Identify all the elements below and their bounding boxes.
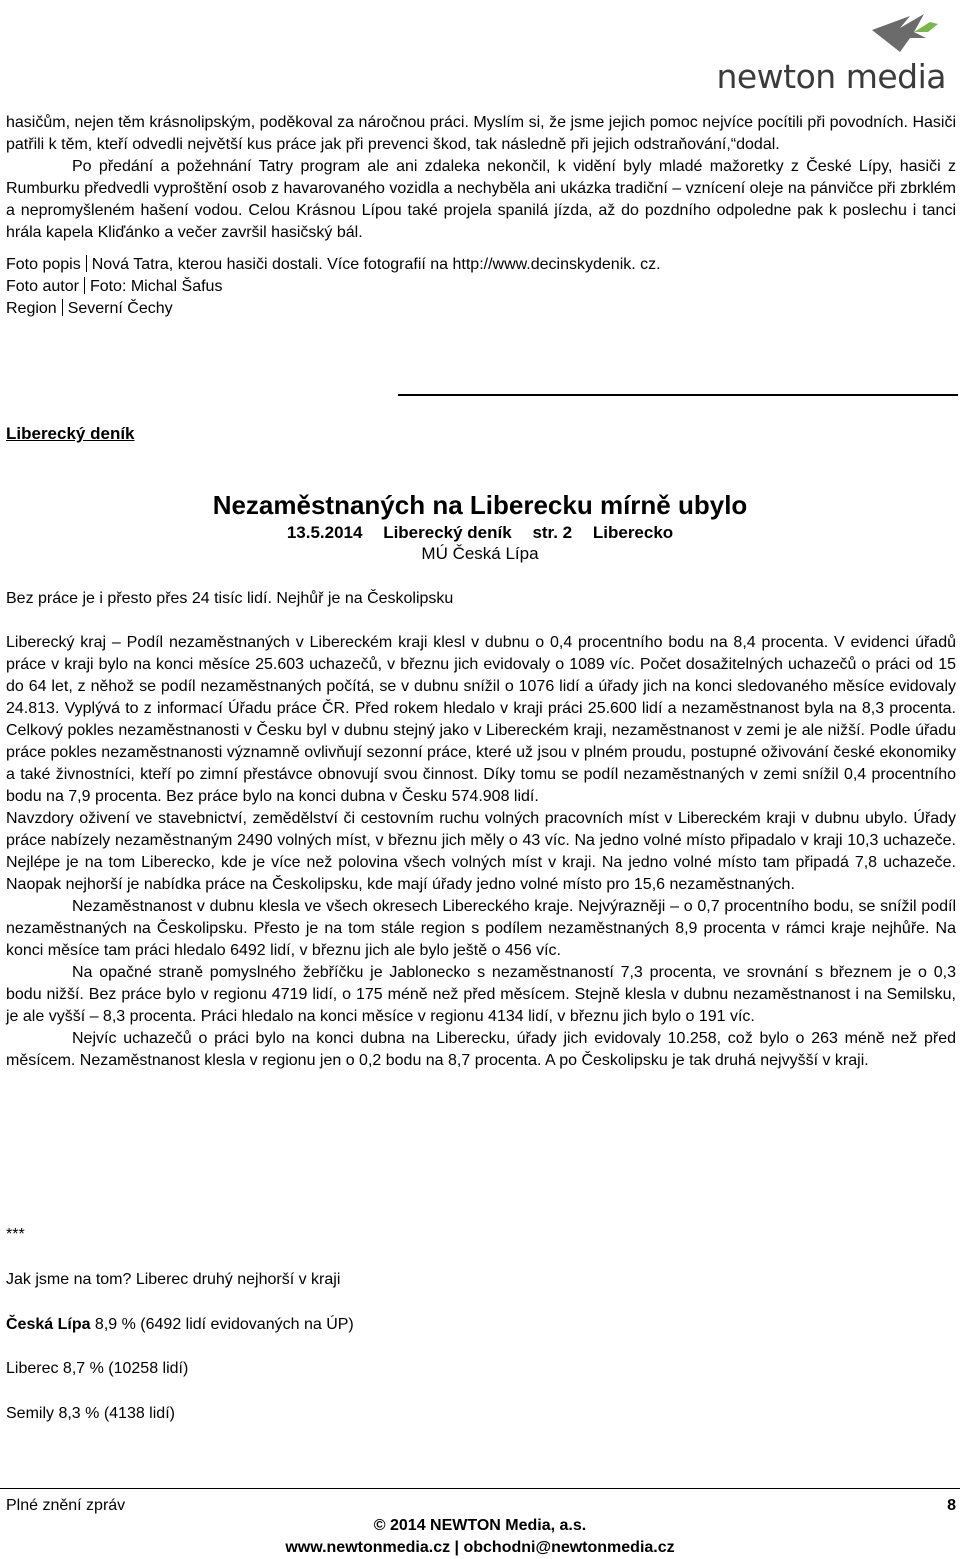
article-subheading: Jak jsme na tom? Liberec druhý nejhorší v kraji: [6, 1271, 341, 1288]
article-paragraph: Liberecký kraj – Podíl nezaměstnaných v Libereckém kraji klesl v dubnu o 0,4 procentního bodu na 8,4 procenta. V evidenci úřadů práce v kraji bylo na konci měsíce 25.603 uchazečů, v březnu jich evidovaly o 1089 víc. Počet dosažitelných uchazečů o práci od 15 do 64 let, z něhož se podíl nezaměstnaných počítá, se v dubnu snížil o 1076 lidí a úřady jich na konci sledovaného měsíce evidovaly 24.813. Vyplývá to z informací Úřadu práce ČR. Před rokem hledalo v kraji práci 25.600 lidí a nezaměstnanost byla na 8,3 procenta. Celkový pokles nezaměstnanosti v Česku byl v dubnu stejný jako v Libereckém kraji, nezaměstnanost v zemi je ale nižší. Podle úřadu práce pokles nezaměstnanosti významně ovlivňují sezonní práce, které už jsou v plném proudu, postupné oživování české ekonomiky a také živnostníci, kteří po zimní přestávce obnovují svou činnost. Díky tomu se podíl nezaměstnaných v zemi snížil 0,4 procentního bodu na 7,9 procenta. Bez práce bylo na konci dubna v Česku 574.908 lidí.: [6, 634, 956, 805]
article-date: 13.5.2014: [286, 523, 363, 542]
page-number: 8: [947, 1497, 956, 1514]
intro-section: [6, 112, 956, 320]
article-meta: [0, 523, 960, 543]
footer-label: Plné znění zpráv: [6, 1497, 126, 1514]
article-paragraph: Nezaměstnanost v dubnu klesla ve všech okresech Libereckého kraje. Nejvýrazněji – o 0,7 procentního bodu, se snížil podíl nezaměstnaných na Českolipsku. Přesto je na tom stále region s podílem nezaměstnaných 8,9 procenta v rámci kraje nejhůře. Na konci měsíce tam práci hledalo 6492 lidí, v březnu jich ale bylo ještě o 456 víc.: [6, 898, 956, 959]
photo-caption-label: Foto popis: [6, 256, 81, 273]
article-publication: Liberecký deník: [383, 523, 512, 542]
hummingbird-icon: [870, 8, 940, 60]
article-source: Liberecký deník: [6, 424, 135, 443]
footer-contact: [0, 1515, 960, 1559]
stat-name: Česká Lípa: [6, 1316, 91, 1333]
separator-stars: ***: [6, 1226, 25, 1243]
article-paragraph: Navzdory oživení ve stavebnictví, zemědělství či cestovním ruchu volných pracovních míst v Libereckém kraji v dubnu ubylo. Úřady práce nabízely nezaměstnaným 2490 volných míst, v březnu jich měly o 43 víc. Na jedno volné místo připadalo v kraji 10,3 uchazeče. Nejlépe je na tom Liberecko, kde je více než polovina všech volných míst v kraji. Na jedno volné místo tam připadá 7,8 uchazeče. Naopak nejhorší je nabídka práce na Českolipsku, kde mají úřady jedno volné místo pro 15,6 nezaměstnaných.: [6, 810, 956, 893]
logo-text: newton media: [716, 57, 946, 96]
stat-line: Liberec 8,7 % (10258 lidí): [6, 1360, 189, 1377]
photo-author-label: Foto autor: [6, 278, 79, 295]
article-page: str. 2: [532, 523, 573, 542]
separator: [84, 277, 85, 294]
photo-author-line: [6, 276, 956, 298]
separator: [62, 299, 63, 316]
separator: [86, 255, 87, 272]
article-title: Nezaměstnaných na Liberecku mírně ubylo: [212, 490, 748, 520]
newton-media-logo: [716, 8, 946, 98]
stat-text: 8,9 % (6492 lidí evidovaných na ÚP): [90, 1316, 354, 1333]
region-line: [6, 298, 956, 320]
stat-line: [6, 1316, 354, 1334]
article-body: [6, 632, 956, 1072]
article-lead: Bez práce je i přesto přes 24 tisíc lidí. Nejhůř je na Českolipsku: [6, 590, 454, 607]
footer-links: www.newtonmedia.cz | obchodni@newtonmedia.cz: [285, 1539, 675, 1556]
photo-caption: Nová Tatra, kterou hasiči dostali. Více fotografií na http://www.decinskydenik. cz.: [91, 256, 661, 273]
photo-author: Foto: Michal Šafus: [89, 278, 223, 295]
intro-paragraph: Po předání a požehnání Tatry program ale ani zdaleka nekončil, k vidění byly mladé mažoretky z České Lípy, hasiči z Rumburku předvedli vyproštění osob z havarovaného vozidla a nechyběla ani ukázka tradiční – vznícení oleje na pánvičce při zbrklém a nepromyšleném hašení vodou. Celou Krásnou Lípou také projela spanilá jízda, až do pozdního odpoledne pak k poslechu i tanci hrála kapela Kliďánko a večer završil hasičský bál.: [6, 158, 956, 241]
stat-line: Semily 8,3 % (4138 lidí): [6, 1405, 175, 1422]
article-paragraph: Na opačné straně pomyslného žebříčku je Jablonecko s nezaměstnaností 7,3 procenta, ve srovnání s březnem je o 0,3 bodu nižší. Bez práce bylo v regionu 4719 lidí, o 175 méně než před měsícem. Stejně klesla v dubnu nezaměstnanost i na Semilsku, je ale vyšší – 8,3 procenta. Práci hledalo na konci měsíce v regionu 4134 lidí, v březnu jich bylo o 191 víc.: [6, 964, 956, 1025]
footer-divider: [0, 1488, 960, 1489]
region-label: Region: [6, 300, 57, 317]
article-paragraph: Nejvíc uchazečů o práci bylo na konci dubna na Liberecku, úřady jich evidovaly 10.258, což bylo o 263 méně než před měsícem. Nezaměstnanost klesla v regionu jen o 0,2 bodu na 8,7 procenta. A po Českolipsku je tak druhá nejvyšší v kraji.: [6, 1030, 956, 1069]
footer-copyright: © 2014 NEWTON Media, a.s.: [373, 1517, 587, 1534]
article-region: MÚ Česká Lípa: [421, 544, 539, 563]
article-section: Liberecko: [592, 523, 674, 542]
photo-caption-line: [6, 254, 956, 276]
intro-paragraph: hasičům, nejen těm krásnolipským, poděkoval za náročnou práci. Myslím si, že jsme jejich pomoc nejvíce pocítili při povodních. Hasiči patřili k těm, kteří odvedli největší kus práce jak při prevenci škod, tak následně při jejich odstraňování,“dodal.: [6, 114, 956, 153]
divider: [398, 394, 958, 396]
region-value: Severní Čechy: [67, 300, 173, 317]
